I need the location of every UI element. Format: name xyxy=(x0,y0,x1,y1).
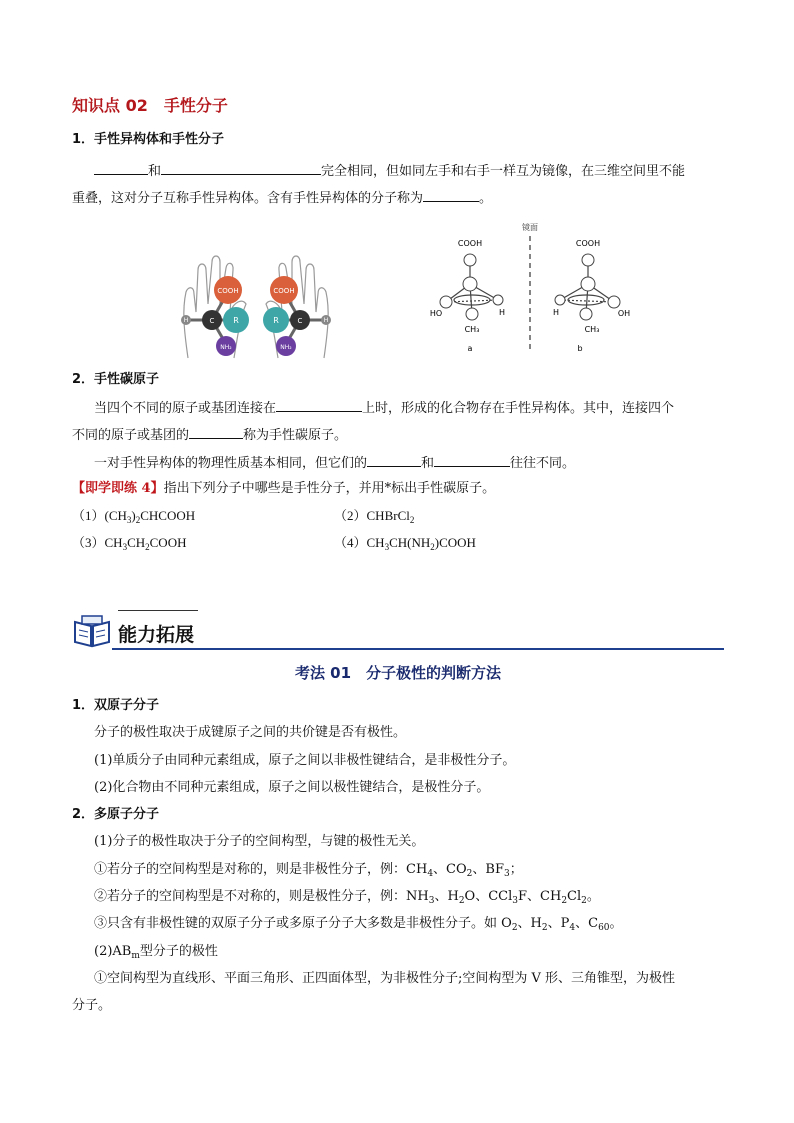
label: H xyxy=(323,317,329,324)
atom xyxy=(493,295,503,305)
formula-sub: 3 xyxy=(122,542,128,552)
formula: O xyxy=(501,916,512,931)
subheading-diatomic: 1．双原子分子 xyxy=(72,698,160,713)
formula-sub: m xyxy=(131,951,140,961)
text: 称为手性碳原子。 xyxy=(243,428,348,443)
formula-sub: 3 xyxy=(428,896,435,906)
paragraph-chiral-carbon-2 xyxy=(72,424,732,446)
label: C xyxy=(297,317,303,325)
label: C xyxy=(209,317,215,325)
label: H xyxy=(552,308,560,317)
formula-sub: 3 xyxy=(512,896,518,906)
paragraph-physical-properties xyxy=(94,452,754,474)
formula: CH xyxy=(366,535,385,550)
text: 型分子的极性 xyxy=(139,944,218,959)
subheading-polyatomic: 2．多原子分子 xyxy=(72,807,160,822)
mirror-label: 镜面 xyxy=(522,223,538,232)
formula-sub: 2 xyxy=(561,896,568,906)
formula: 、P xyxy=(547,916,570,931)
formula-sub: 2 xyxy=(511,923,518,933)
carbon-atom xyxy=(581,277,595,291)
text: ③只含有非极性键的双原子分子或多原子分子大多数是非极性分子。如 xyxy=(94,916,502,931)
text: 。 xyxy=(479,191,493,206)
atom xyxy=(555,295,565,305)
abm-heading xyxy=(94,942,754,966)
exercise-prompt xyxy=(72,479,732,499)
atom xyxy=(464,254,476,266)
text-line: (2)化合物由不同种元素组成，原子之间以极性键结合，是极性分子。 xyxy=(94,780,490,795)
ability-banner xyxy=(72,606,724,652)
right-hand-outline xyxy=(266,256,328,358)
asymmetric-example xyxy=(94,887,754,911)
atom xyxy=(466,308,478,320)
formula: CH xyxy=(406,862,428,877)
paragraph-chiral-isomers-1 xyxy=(94,160,754,182)
answer-blank[interactable] xyxy=(367,452,421,467)
label: COOH xyxy=(273,287,295,295)
q-label: （1） xyxy=(72,508,105,523)
text-line: (1)单质分子由同种元素组成，原子之间以非极性键结合，是非极性分子。 xyxy=(94,753,516,768)
label: COOH xyxy=(457,239,483,248)
paragraph-chiral-carbon-1 xyxy=(94,397,754,419)
question-4 xyxy=(334,533,476,557)
text: 往往不同。 xyxy=(510,456,576,471)
formula: Cl xyxy=(567,889,582,904)
exercise-tag: 【即学即练 4】 xyxy=(72,481,164,496)
label: OH xyxy=(617,309,631,318)
paragraph-chiral-isomers-2 xyxy=(72,187,732,209)
text: 一对手性异构体的物理性质基本相同，但它们的 xyxy=(94,456,368,471)
formula: 、BF xyxy=(472,862,504,877)
text: 上时，形成的化合物存在手性异构体。其中，连接四个 xyxy=(362,401,675,416)
formula-sub: 2 xyxy=(581,896,587,906)
atom xyxy=(440,296,452,308)
label: NH₂ xyxy=(280,344,292,351)
label: NH₂ xyxy=(220,344,232,351)
formula-sub: 2 xyxy=(466,869,473,879)
answer-blank[interactable] xyxy=(423,187,479,202)
text: 重叠，这对分子互称手性异构体。含有手性异构体的分子称为 xyxy=(72,191,424,206)
label: CH₃ xyxy=(464,325,480,334)
left-hand-outline xyxy=(184,256,246,358)
formula: O、CCl xyxy=(464,889,513,904)
formula: 、H xyxy=(517,916,542,931)
subheading-chiral-carbon: 2．手性碳原子 xyxy=(72,372,160,387)
formula: 。 xyxy=(586,889,600,904)
formula-sub: 3 xyxy=(503,869,510,879)
answer-blank[interactable] xyxy=(434,452,510,467)
section-title-chiral-molecules: 知识点 02 手性分子 xyxy=(72,96,228,115)
formula: 、CO xyxy=(433,862,467,877)
text-line: ①空间构型为直线形、平面三角形、正四面体型，为非极性分子;空间构型为 V 形、三角锥型，为极性 xyxy=(94,971,676,986)
formula-sub: 2 xyxy=(541,923,548,933)
method-title: 考法 01 分子极性的判断方法 xyxy=(294,664,502,682)
text: 和 xyxy=(148,164,162,179)
formula: CH(NH xyxy=(389,535,431,550)
book-icon xyxy=(72,612,112,648)
answer-blank[interactable] xyxy=(189,424,243,439)
label: COOH xyxy=(575,239,601,248)
formula-sub: 2 xyxy=(458,896,465,906)
formula-sub: 2 xyxy=(145,542,150,552)
q-label: （2） xyxy=(334,508,367,523)
atom xyxy=(608,296,620,308)
formula: ) xyxy=(131,508,136,523)
banner-top-rule xyxy=(118,610,198,611)
formula-sub: 4 xyxy=(569,923,576,933)
formula: F、CH xyxy=(518,889,562,904)
carbon-atom xyxy=(463,277,477,291)
formula: 、C xyxy=(575,916,599,931)
formula: 、H xyxy=(434,889,459,904)
formula: )COOH xyxy=(434,535,476,550)
formula: CHCOOH xyxy=(140,508,196,523)
formula-sub: 3 xyxy=(126,515,132,525)
formula: NH xyxy=(406,889,429,904)
text: ①若分子的空间构型是对称的，则是非极性分子，例： xyxy=(94,862,407,877)
text: 不同的原子或基团的 xyxy=(72,428,190,443)
caption-b: b xyxy=(577,344,583,353)
symmetric-example xyxy=(94,860,754,884)
label: HO xyxy=(429,309,443,318)
formula-sub: 2 xyxy=(409,515,415,525)
mirror-image-figure xyxy=(420,218,640,358)
formula: (CH xyxy=(104,508,127,523)
formula: CH xyxy=(127,535,146,550)
text-line: 分子的极性取决于成键原子之间的共价键是否有极性。 xyxy=(94,725,407,740)
formula-sub: 3 xyxy=(384,542,390,552)
label: R xyxy=(273,316,279,325)
atom xyxy=(580,308,592,320)
atom xyxy=(582,254,594,266)
formula-sub: 4 xyxy=(427,869,434,879)
text-line: 分子。 xyxy=(72,998,112,1013)
q-label: （3） xyxy=(72,535,105,550)
banner-title: 能力拓展 xyxy=(118,624,195,646)
label: H xyxy=(183,317,189,324)
formula: (2)AB xyxy=(94,944,132,959)
formula-sub: 2 xyxy=(135,515,141,525)
caption-a: a xyxy=(467,344,473,353)
formula-sub: 60 xyxy=(598,923,610,933)
label: R xyxy=(233,316,239,325)
label: COOH xyxy=(217,287,239,295)
subheading-chiral-isomers: 1．手性异构体和手性分子 xyxy=(72,132,225,147)
answer-blank[interactable] xyxy=(161,160,321,175)
text: 和 xyxy=(421,456,435,471)
label: H xyxy=(498,308,506,317)
banner-underline xyxy=(112,648,724,650)
answer-blank[interactable] xyxy=(276,397,362,412)
formula: 。 xyxy=(609,916,623,931)
formula: CHBrCl xyxy=(366,508,410,523)
text: 指出下列分子中哪些是手性分子，并用*标出手性碳原子。 xyxy=(163,481,496,496)
question-2 xyxy=(334,506,414,530)
text: 完全相同，但如同左手和右手一样互为镜像，在三维空间里不能 xyxy=(321,164,686,179)
label: CH₃ xyxy=(584,325,600,334)
q-label: （4） xyxy=(334,535,367,550)
answer-blank[interactable] xyxy=(94,160,148,175)
formula-sub: 2 xyxy=(430,542,435,552)
text: 当四个不同的原子或基团连接在 xyxy=(94,401,277,416)
text-line: (1)分子的极性取决于分子的空间构型，与键的极性无关。 xyxy=(94,834,425,849)
text: ②若分子的空间构型是不对称的，则是极性分子，例： xyxy=(94,889,407,904)
formula: CH xyxy=(104,535,123,550)
nonpolar-example xyxy=(94,914,754,938)
chiral-hands-figure xyxy=(176,250,336,362)
formula: ； xyxy=(509,862,523,877)
formula: COOH xyxy=(149,535,187,550)
